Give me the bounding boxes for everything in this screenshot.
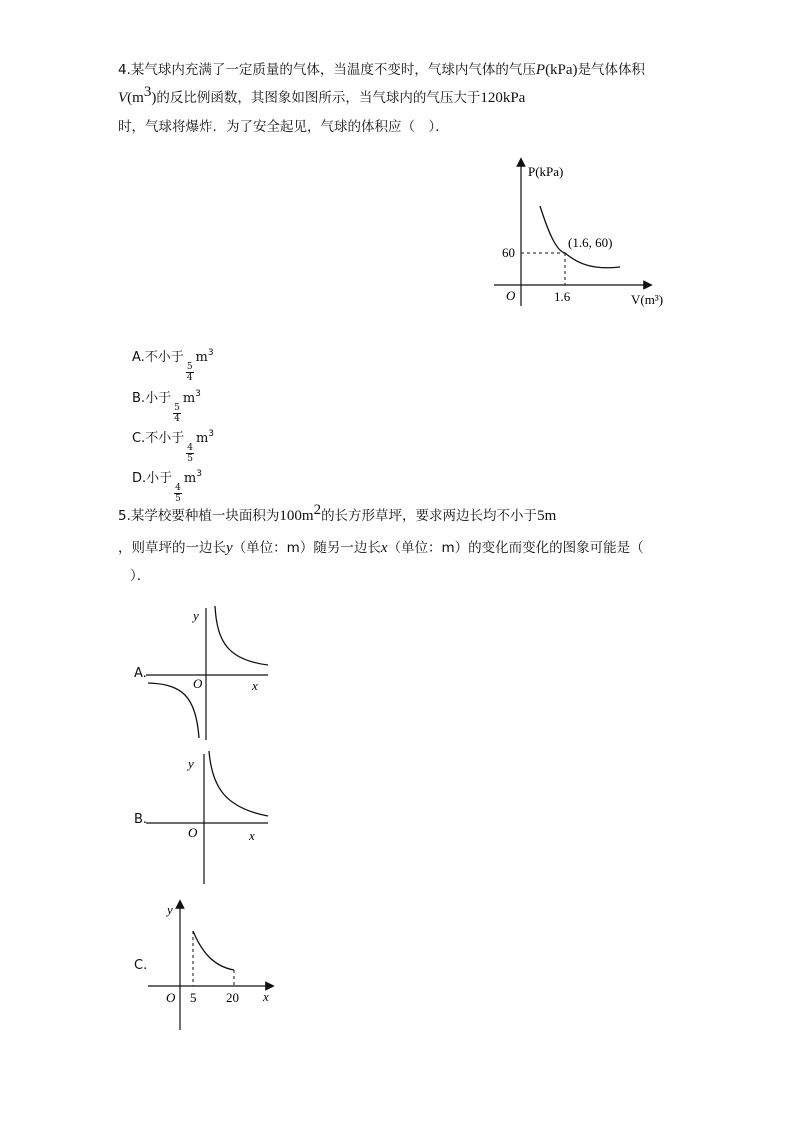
x-tick-label: 1.6 — [554, 289, 571, 304]
q4-option-d[interactable]: D.小于 $\frac{4}{5}$ $m^3$ — [132, 469, 202, 504]
q4-option-b[interactable]: B.小于 $\frac{5}{4}$ $m^3$ — [132, 389, 201, 424]
origin-label: O — [506, 288, 516, 303]
q4-option-a[interactable]: A.不小于 $\frac{5}{4}$ $m^3$ — [132, 348, 214, 383]
q4-line-1: 4.某气球内充满了一定质量的气体，当温度不变时，气球内气体的气压P(kPa)是气体体积 — [118, 62, 646, 78]
x-label: x — [252, 678, 258, 693]
curve-q3 — [148, 683, 199, 738]
q4-line-3: 时，气球将爆炸．为了安全起见，气球的体积应（ ）． — [118, 119, 449, 135]
origin-label: O — [193, 676, 203, 691]
q4-line-2: $V(m^3)$的反比例函数，其图象如图所示，当气球内的气压大于120kPa — [118, 84, 526, 106]
q5-option-b-graph[interactable] — [146, 748, 272, 888]
y-tick-label: 60 — [502, 245, 515, 260]
y-label: y — [188, 756, 194, 771]
curve — [193, 931, 234, 970]
x-axis-label: V(m³) — [631, 292, 664, 307]
curve-q1 — [215, 606, 268, 665]
q5-option-b-letter[interactable]: B. — [134, 812, 148, 827]
x-label: x — [263, 989, 269, 1004]
y-label: y — [193, 608, 199, 623]
q5-number: 5 — [118, 508, 127, 524]
q5-line-2: ，则草坪的一边长y（单位：m）随另一边长x（单位：m）的变化而变化的图象可能是（ — [118, 540, 644, 556]
q5-option-a-graph[interactable] — [146, 602, 272, 742]
curve — [209, 751, 268, 816]
q5-option-a-letter[interactable]: A. — [134, 666, 147, 681]
origin-label: O — [166, 990, 176, 1005]
fraction: $\frac{5}{4}$ — [186, 362, 193, 383]
point-label: (1.6, 60) — [568, 235, 613, 250]
fraction: $\frac{5}{4}$ — [174, 403, 180, 424]
q5-option-c-letter[interactable]: C. — [134, 958, 148, 973]
fraction: $\frac{4}{5}$ — [175, 483, 181, 504]
y-label: y — [167, 902, 173, 917]
y-axis-label: P(kPa) — [528, 164, 564, 179]
x-tick-5: 5 — [190, 990, 197, 1005]
fraction: $\frac{4}{5}$ — [187, 443, 193, 464]
x-tick-20: 20 — [226, 990, 239, 1005]
q5-option-c-graph[interactable] — [146, 898, 278, 1034]
q5-line-3: ）． — [130, 568, 151, 584]
x-label: x — [249, 828, 255, 843]
q4-number: 4 — [118, 62, 127, 78]
q4-option-c[interactable]: C.不小于 $\frac{4}{5}$ $m^3$ — [132, 429, 215, 464]
q4-graph — [488, 156, 678, 316]
q5-line-1: 5.某学校要种植一块面积为$100m^2$的长方形草坪，要求两边长均不小于5m — [118, 502, 557, 524]
origin-label: O — [188, 825, 198, 840]
